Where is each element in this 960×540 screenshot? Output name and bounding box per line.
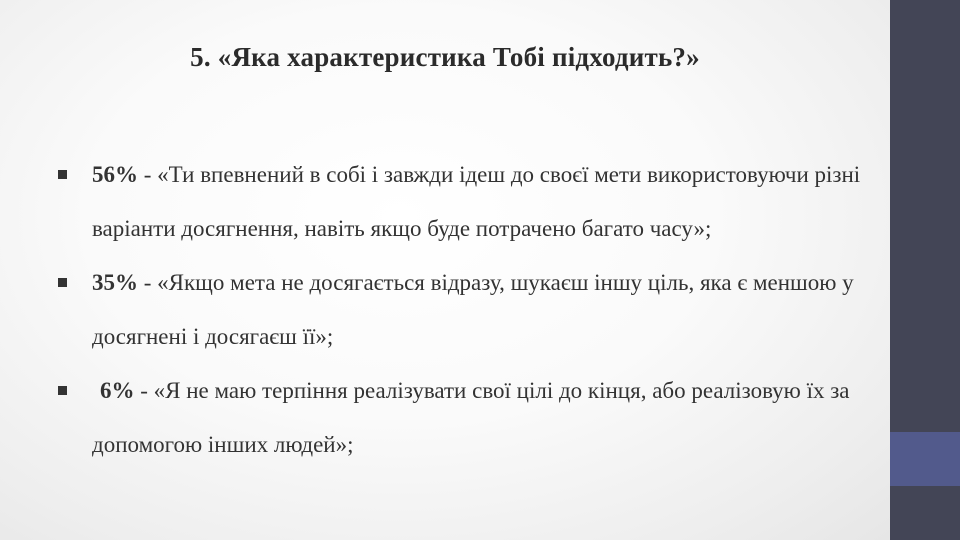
bullet-item-6 <box>55 364 865 472</box>
bullet-item-35 <box>55 256 865 364</box>
sidebar-accent-block <box>890 432 960 486</box>
slide-title: 5. «Яка характеристика Тобі підходить?» <box>190 42 700 72</box>
bullet-item-56 <box>55 148 865 256</box>
sidebar-dark-block-top <box>890 0 960 432</box>
sidebar-dark-block-bottom <box>890 486 960 540</box>
bullet-text: - «Якщо мета не досягається відразу, шукаєш іншу ціль, яка є меншою у досягнені і досягаєш її»; <box>92 270 854 349</box>
square-bullet-icon <box>58 386 67 395</box>
bullet-percent: 35% <box>92 270 138 295</box>
square-bullet-icon <box>58 278 67 287</box>
decorative-sidebar <box>890 0 960 540</box>
square-bullet-icon <box>58 170 67 179</box>
bullet-percent: 6% <box>100 378 135 403</box>
bullet-list <box>55 148 865 472</box>
bullet-text: - «Ти впевнений в собі і завжди ідеш до своєї мети використовуючи різні варіанти досягнення, навіть якщо буде потрачено багато часу»; <box>92 162 861 241</box>
bullet-text: - «Я не маю терпіння реалізувати свої цілі до кінця, або реалізовую їх за допомогою інших людей»; <box>92 378 850 457</box>
bullet-percent: 56% <box>92 162 138 187</box>
